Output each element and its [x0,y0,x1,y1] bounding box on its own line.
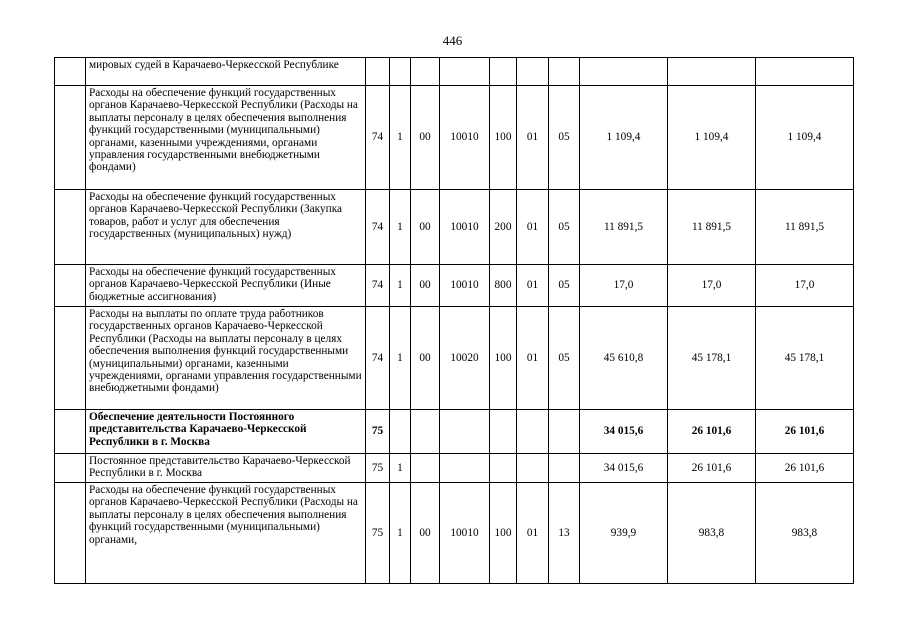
cell-code2: 10010 [440,483,490,584]
cell-rz: 1 [390,307,411,410]
cell-gr: 75 [366,483,390,584]
cell-blank [55,265,86,307]
cell-blank [55,454,86,483]
cell-gr [366,58,390,86]
cell-subsection: 13 [549,483,580,584]
cell-blank [55,86,86,190]
cell-blank [55,58,86,86]
cell-code1 [411,58,440,86]
cell-code1 [411,454,440,483]
cell-code1: 00 [411,307,440,410]
cell-section [517,454,549,483]
cell-amount-1: 34 015,6 [580,454,668,483]
page-number: 446 [442,33,463,48]
cell-vr: 800 [490,265,517,307]
cell-blank [55,190,86,265]
cell-subsection: 05 [549,86,580,190]
budget-table [54,57,854,584]
cell-subsection: 05 [549,265,580,307]
table-row [55,58,854,86]
cell-gr: 74 [366,307,390,410]
cell-code1: 00 [411,265,440,307]
cell-vr [490,454,517,483]
cell-amount-1: 17,0 [580,265,668,307]
cell-amount-2: 26 101,6 [668,410,756,454]
cell-vr [490,58,517,86]
cell-description: Постоянное представительство Карачаево-Черкесской Республики в г. Москва [86,454,366,483]
cell-code2 [440,410,490,454]
cell-vr: 100 [490,483,517,584]
cell-blank [55,483,86,584]
cell-vr: 200 [490,190,517,265]
cell-amount-3: 45 178,1 [756,307,854,410]
cell-rz [390,410,411,454]
table-row [55,265,854,307]
cell-section [517,58,549,86]
cell-description: мировых судей в Карачаево-Черкесской Республике [86,58,366,86]
cell-code2 [440,58,490,86]
cell-rz: 1 [390,454,411,483]
cell-amount-3: 26 101,6 [756,454,854,483]
cell-amount-3: 26 101,6 [756,410,854,454]
cell-description: Расходы на обеспечение функций государственных органов Карачаево-Черкесской Республики (Закупка товаров, работ и услуг для обеспечения государственных (муниципальных) нужд) [86,190,366,265]
cell-blank [55,307,86,410]
cell-amount-1: 34 015,6 [580,410,668,454]
cell-subsection [549,454,580,483]
cell-code2: 10010 [440,86,490,190]
cell-amount-3: 983,8 [756,483,854,584]
cell-vr [490,410,517,454]
cell-code1 [411,410,440,454]
cell-amount-2: 26 101,6 [668,454,756,483]
cell-section: 01 [517,190,549,265]
cell-rz: 1 [390,86,411,190]
cell-amount-3 [756,58,854,86]
cell-amount-3: 1 109,4 [756,86,854,190]
cell-amount-3: 11 891,5 [756,190,854,265]
cell-vr: 100 [490,307,517,410]
cell-description: Обеспечение деятельности Постоянного представительства Карачаево-Черкесской Республики в г. Москва [86,410,366,454]
cell-blank [55,410,86,454]
cell-description: Расходы на обеспечение функций государственных органов Карачаево-Черкесской Республики (Иные бюджетные ассигнования) [86,265,366,307]
cell-amount-2: 1 109,4 [668,86,756,190]
cell-section: 01 [517,265,549,307]
cell-subsection [549,58,580,86]
cell-gr: 75 [366,454,390,483]
cell-amount-2 [668,58,756,86]
cell-amount-1: 1 109,4 [580,86,668,190]
cell-gr: 74 [366,86,390,190]
table-row [55,190,854,265]
cell-section: 01 [517,307,549,410]
cell-amount-1: 11 891,5 [580,190,668,265]
cell-amount-3: 17,0 [756,265,854,307]
cell-section [517,410,549,454]
table-row [55,483,854,584]
cell-code1: 00 [411,86,440,190]
cell-rz: 1 [390,190,411,265]
cell-code2: 10010 [440,190,490,265]
cell-gr: 74 [366,190,390,265]
table-row [55,454,854,483]
cell-vr: 100 [490,86,517,190]
cell-amount-2: 45 178,1 [668,307,756,410]
cell-gr: 74 [366,265,390,307]
cell-amount-2: 17,0 [668,265,756,307]
cell-code1: 00 [411,190,440,265]
cell-subsection: 05 [549,307,580,410]
cell-rz: 1 [390,483,411,584]
cell-rz [390,58,411,86]
cell-amount-2: 11 891,5 [668,190,756,265]
cell-gr: 75 [366,410,390,454]
cell-section: 01 [517,86,549,190]
cell-description: Расходы на выплаты по оплате труда работников государственных органов Карачаево-Черкесской Республики (Расходы на выплаты персоналу в целях обеспечения выполнения функций государственными (муниципальными) органами, казенными учреждениями, органами управления государственными внебюджетными фондами) [86,307,366,410]
cell-amount-1 [580,58,668,86]
cell-section: 01 [517,483,549,584]
cell-amount-1: 939,9 [580,483,668,584]
table-row [55,307,854,410]
cell-code2: 10020 [440,307,490,410]
cell-code2: 10010 [440,265,490,307]
cell-subsection: 05 [549,190,580,265]
cell-code2 [440,454,490,483]
cell-amount-1: 45 610,8 [580,307,668,410]
cell-rz: 1 [390,265,411,307]
cell-code1: 00 [411,483,440,584]
table-row [55,410,854,454]
cell-amount-2: 983,8 [668,483,756,584]
cell-description: Расходы на обеспечение функций государственных органов Карачаево-Черкесской Республики (Расходы на выплаты персоналу в целях обеспечения выполнения функций государственными (муниципальными) органами, [86,483,366,584]
cell-description: Расходы на обеспечение функций государственных органов Карачаево-Черкесской Республики (Расходы на выплаты персоналу в целях обеспечения выполнения функций государственными (муниципальными) органами, казенными учреждениями, органами управления государственными внебюджетными фондами) [86,86,366,190]
table-row [55,86,854,190]
cell-subsection [549,410,580,454]
